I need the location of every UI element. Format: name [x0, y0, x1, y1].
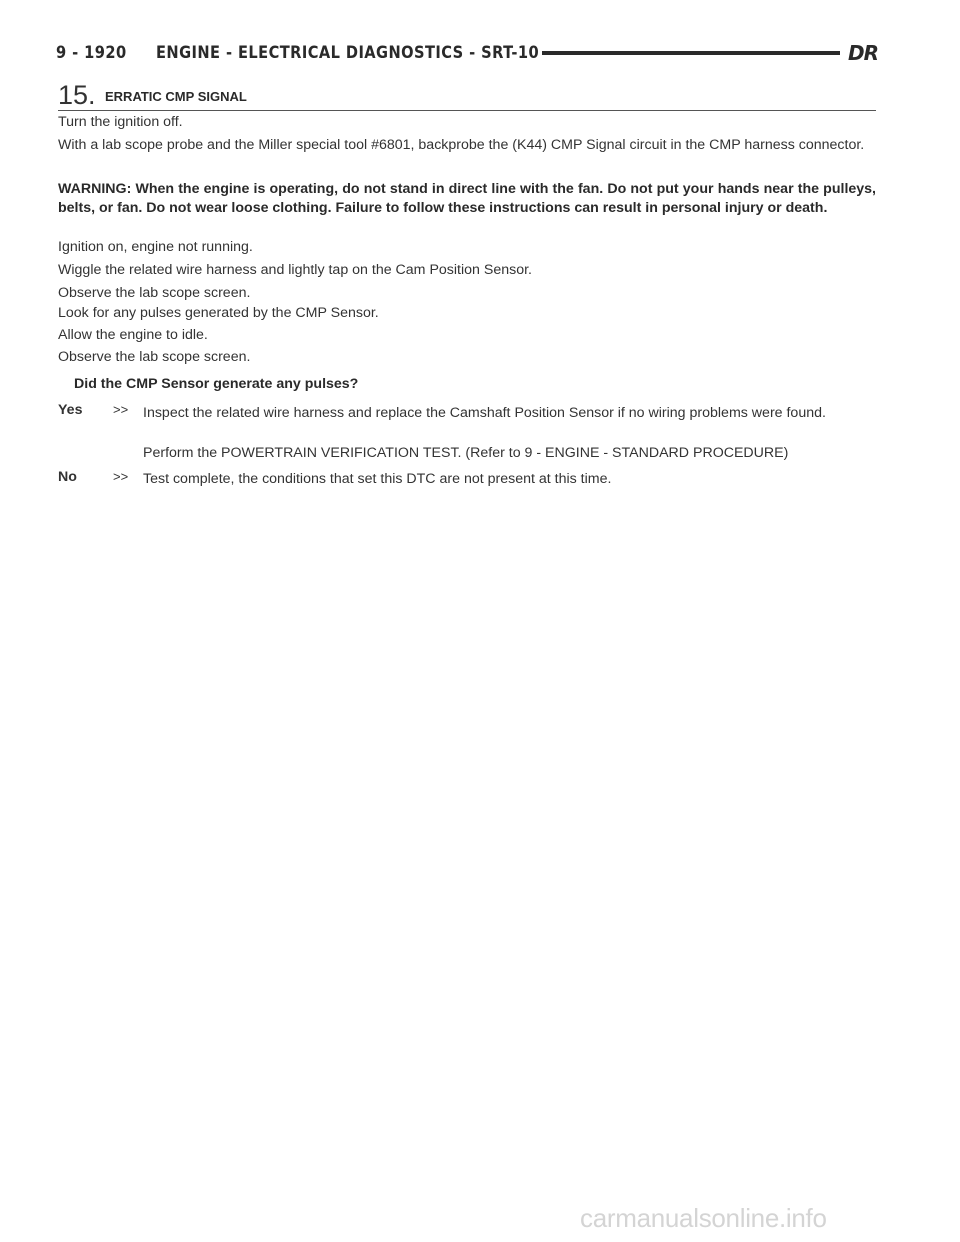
answer-yes-text: Inspect the related wire harness and replace the Camshaft Position Sensor if no wiring problems were found. — [143, 405, 826, 421]
step-observe-scope-2: Observe the lab scope screen. — [58, 349, 251, 365]
page-number: 9 - 1920 — [56, 43, 127, 63]
header-title: ENGINE - ELECTRICAL DIAGNOSTICS - SRT-10 — [156, 43, 540, 63]
step-ignition-on: Ignition on, engine not running. — [58, 239, 253, 255]
section-title: ERRATIC CMP SIGNAL — [105, 89, 247, 104]
step-wiggle-harness: Wiggle the related wire harness and lightly tap on the Cam Position Sensor. — [58, 262, 532, 278]
page-header — [56, 38, 878, 68]
dr-logo: DR — [847, 41, 878, 65]
answer-yes-label: Yes — [58, 402, 83, 418]
header-rule — [542, 51, 840, 55]
warning-text: WARNING: When the engine is operating, do not stand in direct line with the fan. Do not put your hands near the pulleys, belts, or fan. Do not wear loose clothing. Failure to follow these instructions can result in personal injury or death. — [58, 181, 876, 216]
section-number: 15. — [58, 80, 96, 110]
answer-yes-followup: Perform the POWERTRAIN VERIFICATION TEST. (Refer to 9 - ENGINE - STANDARD PROCEDURE) — [143, 445, 789, 461]
watermark-url[interactable]: carmanualsonline.info — [580, 1203, 827, 1233]
step-engine-idle: Allow the engine to idle. — [58, 327, 208, 343]
section-heading — [58, 80, 876, 111]
decision-question: Did the CMP Sensor generate any pulses? — [74, 376, 359, 392]
answer-no-label: No — [58, 469, 77, 485]
step-observe-scope-1: Observe the lab scope screen. — [58, 285, 251, 301]
answer-no-arrow: >> — [113, 469, 129, 484]
step-backprobe: With a lab scope probe and the Miller special tool #6801, backprobe the (K44) CMP Signal circuit in the CMP harness connector. — [58, 137, 865, 153]
step-ignition-off: Turn the ignition off. — [58, 114, 183, 130]
answer-yes-arrow: >> — [113, 402, 129, 417]
step-look-for-pulses: Look for any pulses generated by the CMP Sensor. — [58, 305, 379, 321]
answer-no-text: Test complete, the conditions that set this DTC are not present at this time. — [143, 471, 612, 487]
